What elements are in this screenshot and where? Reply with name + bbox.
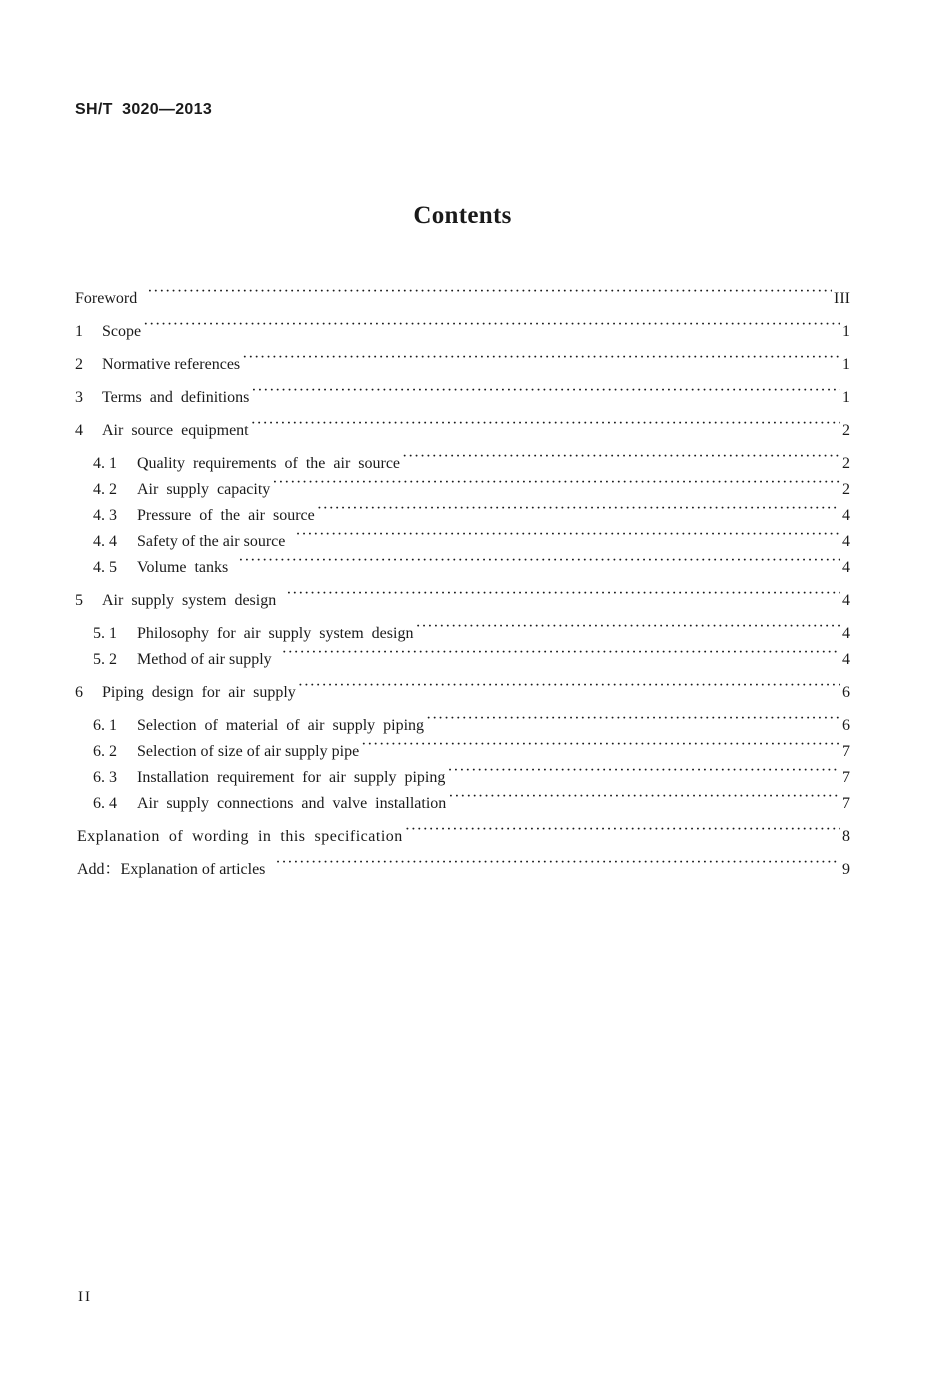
toc-leader-dots — [361, 734, 840, 756]
toc-entry-number: 5. 2 — [93, 651, 117, 668]
toc-leader-dots — [251, 380, 840, 402]
toc-entry-label: Air supply connections and valve installation — [137, 795, 447, 812]
toc-entry-label: Air supply system design — [102, 592, 277, 609]
toc-entry-number: 6. 4 — [93, 795, 117, 812]
toc-entry-page: 2 — [842, 422, 850, 439]
toc-entry-number: 4. 2 — [93, 481, 117, 498]
toc-entry-number: 5 — [75, 592, 83, 609]
toc-entry-number: 4. 1 — [93, 455, 117, 472]
toc-leader-dots — [275, 852, 840, 874]
toc-entry-label: Terms and definitions — [102, 389, 250, 406]
toc-entry-label: Quality requirements of the air source — [137, 455, 401, 472]
toc-leader-dots — [298, 675, 840, 697]
toc-entry-page: 4 — [842, 507, 850, 524]
toc-entry-label: Foreword — [75, 290, 138, 307]
toc-entry-label: Normative references — [102, 356, 241, 373]
toc-entry-page: 7 — [842, 795, 850, 812]
toc-entry-6-3[interactable] — [93, 760, 850, 786]
toc-entry-number: 1 — [75, 323, 83, 340]
toc-entry-number: 5. 1 — [93, 625, 117, 642]
toc-leader-dots — [272, 472, 840, 494]
toc-leader-dots — [242, 347, 840, 369]
toc-entry-number: 3 — [75, 389, 83, 406]
toc-entry-3[interactable] — [75, 380, 850, 406]
toc-entry-number: 6. 1 — [93, 717, 117, 734]
toc-entry-page: 4 — [842, 559, 850, 576]
toc-leader-dots — [286, 583, 840, 605]
toc-leader-dots — [238, 550, 840, 572]
toc-entry-1[interactable] — [75, 314, 850, 340]
toc-entry-number: 6 — [75, 684, 83, 701]
toc-entry-label: Safety of the air source — [137, 533, 286, 550]
toc-entry-page: 1 — [842, 389, 850, 406]
toc-entry-page: 6 — [842, 717, 850, 734]
toc-entry-label: Volume tanks — [137, 559, 229, 576]
toc-entry-page: 8 — [842, 828, 850, 845]
toc-entry-page: 2 — [842, 455, 850, 472]
toc-entry-label: Air source equipment — [102, 422, 249, 439]
toc-entry-number: 4. 4 — [93, 533, 117, 550]
toc-entry-page: 1 — [842, 323, 850, 340]
toc-entry-label: Explanation of wording in this specification — [77, 828, 403, 845]
toc-entry-page: 6 — [842, 684, 850, 701]
toc-entry-5-2[interactable] — [93, 642, 850, 668]
toc-entry-explanation-of-articles[interactable] — [77, 852, 850, 878]
toc-entry-4[interactable] — [75, 413, 850, 439]
toc-leader-dots — [317, 498, 840, 520]
toc-entry-4-5[interactable] — [93, 550, 850, 576]
toc-entry-number: 4. 3 — [93, 507, 117, 524]
toc-leader-dots — [447, 760, 840, 782]
toc-leader-dots — [415, 616, 840, 638]
toc-entry-label: Selection of size of air supply pipe — [137, 743, 360, 760]
document-code: SH/T 3020—2013 — [75, 101, 213, 118]
toc-entry-4-2[interactable] — [93, 472, 850, 498]
toc-entry-page: 9 — [842, 861, 850, 878]
toc-leader-dots — [251, 413, 840, 435]
toc-entry-page: 4 — [842, 533, 850, 550]
toc-entry-6-4[interactable] — [93, 786, 850, 812]
page-title: Contents — [413, 202, 512, 229]
toc-entry-page: III — [834, 290, 850, 307]
toc-entry-explanation-of-wording[interactable] — [77, 819, 850, 845]
toc-entry-page: 7 — [842, 743, 850, 760]
toc-entry-label: Air supply capacity — [137, 481, 271, 498]
toc-entry-6-1[interactable] — [93, 708, 850, 734]
toc-entry-label: Method of air supply — [137, 651, 272, 668]
toc-entry-page: 1 — [842, 356, 850, 373]
toc-entry-page: 4 — [842, 625, 850, 642]
toc-entry-label: Philosophy for air supply system design — [137, 625, 414, 642]
toc-entry-4-1[interactable] — [93, 446, 850, 472]
toc-leader-dots — [448, 786, 840, 808]
toc-entry-5-1[interactable] — [93, 616, 850, 642]
toc-entry-number: 6. 2 — [93, 743, 117, 760]
toc-entry-foreword[interactable] — [75, 281, 850, 307]
toc-entry-number: 6. 3 — [93, 769, 117, 786]
toc-entry-6-2[interactable] — [93, 734, 850, 760]
toc-entry-label: Selection of material of air supply piping — [137, 717, 425, 734]
toc-entry-6[interactable] — [75, 675, 850, 701]
toc-entry-4-4[interactable] — [93, 524, 850, 550]
toc-entry-4-3[interactable] — [93, 498, 850, 524]
page-number: II — [78, 1289, 92, 1305]
toc-leader-dots — [405, 819, 840, 841]
toc-entry-page: 7 — [842, 769, 850, 786]
toc-entry-label: Installation requirement for air supply piping — [137, 769, 446, 786]
toc-entry-5[interactable] — [75, 583, 850, 609]
toc-entry-number: 2 — [75, 356, 83, 373]
toc-entry-label: Add：Explanation of articles — [77, 861, 266, 878]
toc-entry-number: 4. 5 — [93, 559, 117, 576]
toc-leader-dots — [282, 642, 840, 664]
toc-entry-label: Pressure of the air source — [137, 507, 315, 524]
toc-entry-page: 4 — [842, 592, 850, 609]
toc-leader-dots — [402, 446, 840, 468]
toc-entry-label: Scope — [102, 323, 142, 340]
toc-leader-dots — [143, 314, 840, 336]
toc-leader-dots — [295, 524, 840, 546]
toc-entry-page: 4 — [842, 651, 850, 668]
toc-entry-page: 2 — [842, 481, 850, 498]
toc-entry-2[interactable] — [75, 347, 850, 373]
toc-leader-dots — [426, 708, 840, 730]
toc-entry-number: 4 — [75, 422, 83, 439]
toc-entry-label: Piping design for air supply — [102, 684, 296, 701]
toc-leader-dots — [147, 281, 832, 303]
